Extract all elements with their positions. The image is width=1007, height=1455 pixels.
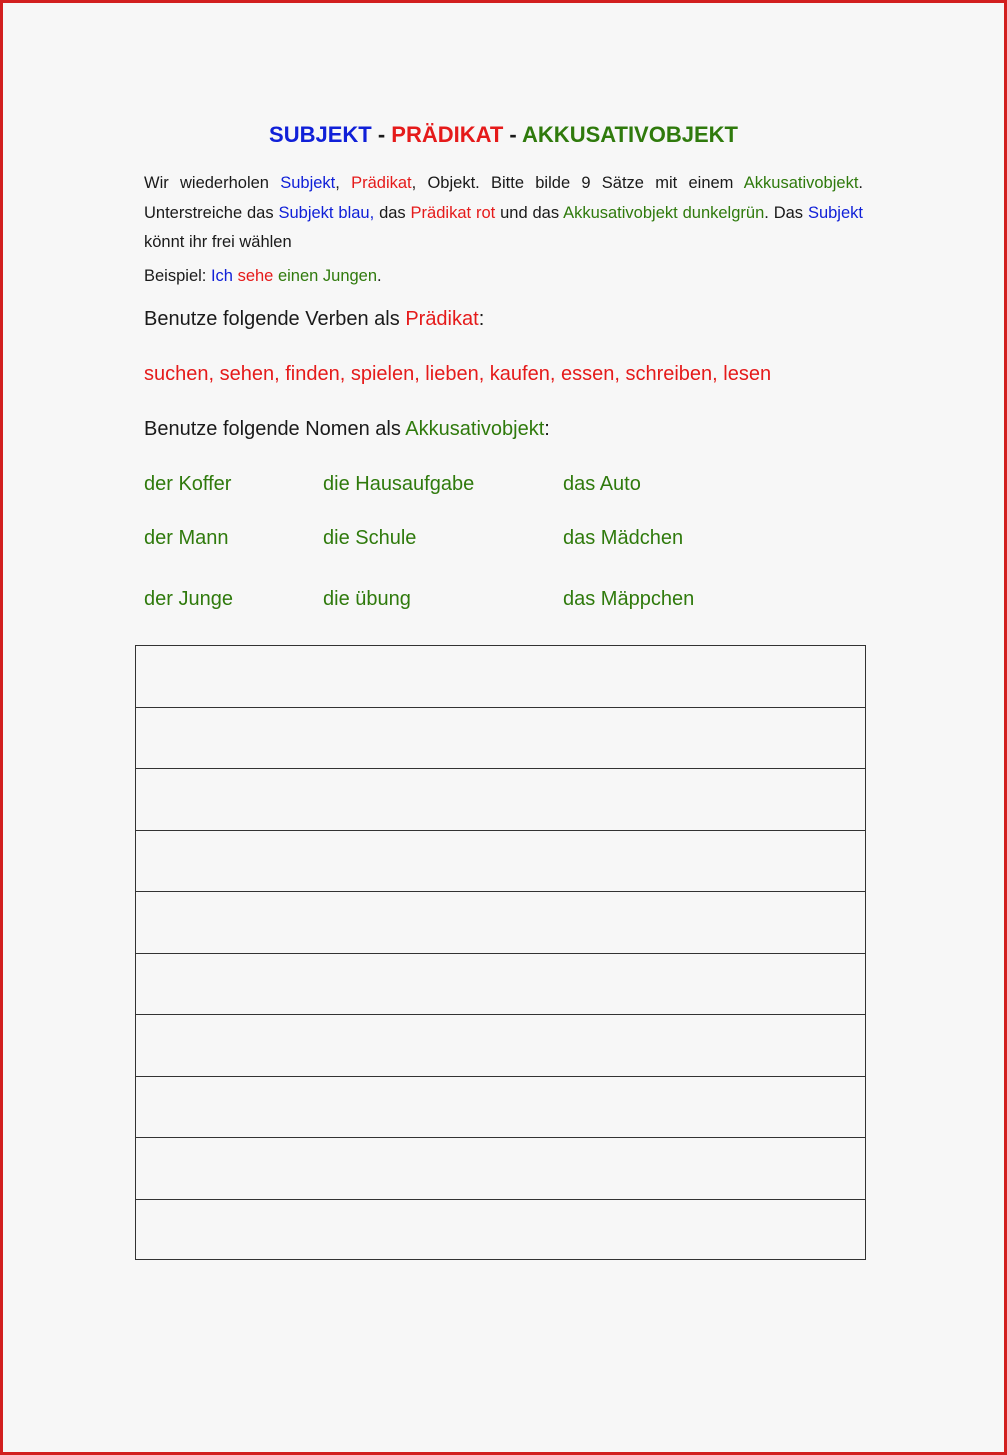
intro-praedikat: Prädikat — [351, 174, 412, 192]
intro-subjekt: Subjekt — [807, 203, 863, 222]
example-sentence — [144, 267, 382, 286]
instructions-paragraph — [144, 169, 863, 258]
noun-item: die Hausaufgabe — [323, 473, 475, 495]
intro-text: . Das — [764, 203, 808, 222]
noun-item: die Schule — [323, 527, 417, 549]
nouns-heading-text: Benutze folgende Nomen als — [144, 418, 406, 440]
noun-item: der Junge — [144, 588, 233, 610]
title-separator: - — [371, 122, 392, 147]
example-predicate: sehe — [237, 267, 274, 285]
writing-line[interactable] — [136, 1200, 865, 1262]
title-subjekt: SUBJEKT — [269, 122, 372, 147]
writing-lines-table — [135, 645, 866, 1260]
intro-text: Wir wiederholen — [144, 174, 281, 192]
intro-text: , Objekt. Bitte bilde 9 Sätze mit einem — [411, 174, 744, 192]
writing-line[interactable] — [136, 708, 865, 770]
verbs-heading-text: Benutze folgende Verben als — [144, 308, 406, 330]
writing-line[interactable] — [136, 892, 865, 954]
noun-item: das Mädchen — [563, 527, 684, 549]
intro-subjekt-blau: Subjekt blau, — [278, 203, 375, 222]
verbs-heading — [144, 308, 484, 331]
noun-item: der Mann — [144, 527, 229, 549]
writing-line[interactable] — [136, 1015, 865, 1077]
nouns-heading-colon: : — [544, 418, 550, 440]
title-separator: - — [503, 122, 523, 147]
verbs-list: suchen, sehen, finden, spielen, lieben, kaufen, essen, schreiben, lesen — [144, 363, 772, 385]
verbs-heading-colon: : — [478, 308, 485, 330]
noun-item: das Auto — [563, 473, 641, 495]
writing-line[interactable] — [136, 954, 865, 1016]
intro-akkusativobjekt-dunkelgruen: Akkusativobjekt dunkelgrün — [563, 203, 765, 222]
intro-text: das — [374, 203, 411, 222]
example-subject: Ich — [210, 267, 233, 285]
writing-line[interactable] — [136, 831, 865, 893]
nouns-heading — [144, 418, 550, 441]
noun-item: die übung — [323, 588, 411, 610]
intro-text: könnt ihr frei wählen — [144, 233, 292, 251]
title-akkusativobjekt: AKKUSATIVOBJEKT — [522, 122, 738, 147]
noun-item: das Mäppchen — [563, 588, 695, 610]
example-label: Beispiel: — [144, 267, 211, 285]
writing-line[interactable] — [136, 646, 865, 708]
page-title — [0, 122, 1007, 148]
intro-text: . Unterstreiche das — [144, 174, 863, 222]
example-end: . — [377, 267, 382, 285]
verbs-heading-highlight: Prädikat — [405, 308, 479, 330]
intro-praedikat-rot: Prädikat rot — [410, 203, 496, 222]
writing-line[interactable] — [136, 769, 865, 831]
writing-line[interactable] — [136, 1077, 865, 1139]
nouns-heading-highlight: Akkusativobjekt — [405, 418, 545, 440]
noun-item: der Koffer — [144, 473, 232, 495]
intro-text: und das — [495, 203, 564, 222]
intro-subjekt: Subjekt — [280, 174, 336, 192]
title-praedikat: PRÄDIKAT — [391, 122, 504, 147]
writing-line[interactable] — [136, 1138, 865, 1200]
intro-text: , — [335, 174, 352, 192]
intro-akkusativobjekt: Akkusativobjekt — [743, 174, 859, 192]
example-object: einen Jungen — [277, 267, 378, 285]
